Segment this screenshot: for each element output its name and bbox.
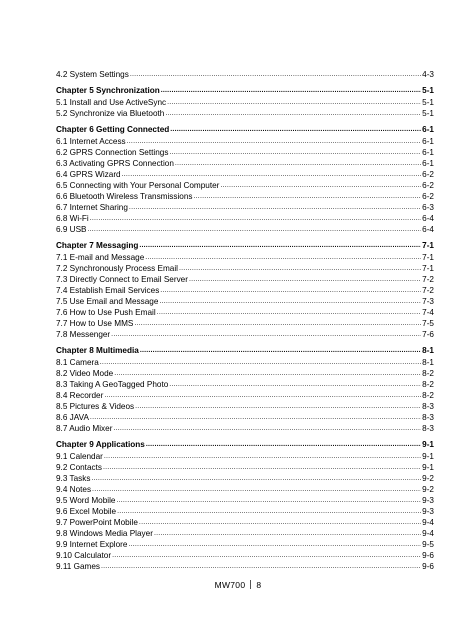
toc-leader-dots <box>170 124 421 136</box>
toc-entry-page: 8-2 <box>422 380 434 389</box>
toc-entry-page: 7-2 <box>422 275 434 284</box>
toc-entry[interactable] <box>56 169 434 180</box>
toc-leader-dots <box>104 451 421 462</box>
toc-entry-page: 5-1 <box>422 86 434 95</box>
toc-leader-dots <box>165 108 421 119</box>
footer-model: MW700 <box>214 580 246 590</box>
toc-leader-dots <box>146 439 421 451</box>
toc-leader-dots <box>139 240 421 252</box>
toc-entry-page: 7-1 <box>422 264 434 273</box>
toc-entry-page: 8-3 <box>422 402 434 411</box>
toc-leader-dots <box>128 539 421 550</box>
toc-entry[interactable] <box>56 473 434 484</box>
toc-entry[interactable] <box>56 539 434 550</box>
toc-entry[interactable] <box>56 191 434 202</box>
toc-entry-title: 9.9 Internet Explore <box>56 540 128 549</box>
toc-leader-dots <box>161 85 421 97</box>
toc-entry-page: 8-2 <box>422 369 434 378</box>
toc-leader-dots <box>167 97 421 108</box>
toc-entry-title: Chapter 9 Applications <box>56 440 145 449</box>
toc-entry-title: 9.8 Windows Media Player <box>56 529 153 538</box>
toc-entry-title: Chapter 6 Getting Connected <box>56 125 170 134</box>
toc-entry[interactable] <box>56 274 434 285</box>
toc-leader-dots <box>179 263 421 274</box>
toc-entry-page: 9-1 <box>422 440 434 449</box>
toc-entry[interactable] <box>56 108 434 119</box>
toc-leader-dots <box>111 329 421 340</box>
toc-leader-dots <box>140 345 421 357</box>
toc-entry-page: 6-1 <box>422 148 434 157</box>
toc-leader-dots <box>159 296 421 307</box>
toc-leader-dots <box>101 561 421 572</box>
toc-entry[interactable] <box>56 180 434 191</box>
toc-entry-title: 8.6 JAVA <box>56 413 89 422</box>
toc-entry-title: 7.8 Messenger <box>56 330 111 339</box>
toc-entry-page: 6-3 <box>422 203 434 212</box>
toc-leader-dots <box>154 528 421 539</box>
toc-leader-dots <box>100 357 421 368</box>
toc-leader-dots <box>103 462 421 473</box>
toc-entry-title: 9.11 Games <box>56 562 100 571</box>
toc-entry-page: 6-2 <box>422 181 434 190</box>
toc-leader-dots <box>157 307 421 318</box>
toc-leader-dots <box>169 379 421 390</box>
toc-entry-page: 7-1 <box>422 253 434 262</box>
toc-entry-title: 7.7 How to Use MMS <box>56 319 134 328</box>
toc-entry-page: 5-1 <box>422 98 434 107</box>
toc-entry-page: 9-3 <box>422 496 434 505</box>
toc-entry-title: Chapter 5 Synchronization <box>56 86 160 95</box>
toc-leader-dots <box>90 412 421 423</box>
toc-entry-title: 4.2 System Settings <box>56 70 129 79</box>
toc-entry[interactable] <box>56 307 434 318</box>
toc-entry-page: 9-3 <box>422 507 434 516</box>
toc-leader-dots <box>92 484 421 495</box>
toc-entry-page: 5-1 <box>422 109 434 118</box>
toc-entry-title: 7.2 Synchronously Process Email <box>56 264 178 273</box>
toc-entry-title: 7.4 Establish Email Services <box>56 286 160 295</box>
toc-entry-title: 6.6 Bluetooth Wireless Transmissions <box>56 192 193 201</box>
toc-entry[interactable] <box>56 202 434 213</box>
toc-entry[interactable] <box>56 550 434 561</box>
toc-entry[interactable] <box>56 528 434 539</box>
toc-entry[interactable] <box>56 296 434 307</box>
toc-entry-title: 8.2 Video Mode <box>56 369 114 378</box>
toc-entry-page: 6-4 <box>422 225 434 234</box>
toc-entry[interactable] <box>56 224 434 235</box>
toc-entry-title: 6.2 GPRS Connection Settings <box>56 148 169 157</box>
toc-chapter-entry[interactable] <box>56 345 434 357</box>
toc-leader-dots <box>139 517 421 528</box>
toc-entry[interactable] <box>56 318 434 329</box>
toc-entry-page: 9-6 <box>422 551 434 560</box>
toc-entry-title: 7.5 Use Email and Message <box>56 297 159 306</box>
toc-entry-title: 7.3 Directly Connect to Email Server <box>56 275 188 284</box>
toc-leader-dots <box>129 202 421 213</box>
toc-entry-title: 9.5 Word Mobile <box>56 496 116 505</box>
toc-entry-page: 7-2 <box>422 286 434 295</box>
toc-entry-title: 9.10 Calculator <box>56 551 112 560</box>
toc-entry-title: 8.1 Camera <box>56 358 99 367</box>
toc-entry[interactable] <box>56 401 434 412</box>
footer-page-number: 8 <box>256 580 262 590</box>
toc-entry-title: 7.1 E-mail and Message <box>56 253 145 262</box>
toc-entry-title: 9.1 Calendar <box>56 452 103 461</box>
toc-entry-title: 8.7 Audio Mixer <box>56 424 113 433</box>
toc-entry[interactable] <box>56 136 434 147</box>
toc-leader-dots <box>134 318 421 329</box>
toc-entry-page: 9-2 <box>422 485 434 494</box>
toc-leader-dots <box>90 213 421 224</box>
toc-entry-page: 9-1 <box>422 452 434 461</box>
toc-entry[interactable] <box>56 517 434 528</box>
page-footer <box>0 580 476 590</box>
table-of-contents <box>56 69 434 572</box>
toc-chapter-entry[interactable] <box>56 124 434 136</box>
toc-entry-page: 9-4 <box>422 518 434 527</box>
toc-entry-page: 7-6 <box>422 330 434 339</box>
toc-entry[interactable] <box>56 412 434 423</box>
toc-entry[interactable] <box>56 357 434 368</box>
toc-entry[interactable] <box>56 147 434 158</box>
toc-entry[interactable] <box>56 97 434 108</box>
toc-leader-dots <box>194 191 422 202</box>
toc-entry-title: 6.4 GPRS Wizard <box>56 170 121 179</box>
toc-leader-dots <box>175 158 421 169</box>
toc-entry[interactable] <box>56 484 434 495</box>
toc-leader-dots <box>122 169 422 180</box>
toc-entry[interactable] <box>56 252 434 263</box>
toc-entry-title: 7.6 How to Use Push Email <box>56 308 156 317</box>
toc-leader-dots <box>130 69 421 80</box>
toc-entry-page: 8-2 <box>422 391 434 400</box>
toc-leader-dots <box>169 147 421 158</box>
toc-entry-page: 8-1 <box>422 358 434 367</box>
toc-entry-page: 9-6 <box>422 562 434 571</box>
toc-entry-page: 6-1 <box>422 159 434 168</box>
toc-entry[interactable] <box>56 329 434 340</box>
toc-chapter-entry[interactable] <box>56 439 434 451</box>
toc-entry-title: 6.1 Internet Access <box>56 137 126 146</box>
toc-entry-title: 9.6 Excel Mobile <box>56 507 117 516</box>
toc-entry[interactable] <box>56 368 434 379</box>
toc-leader-dots <box>114 368 421 379</box>
toc-entry-page: 6-2 <box>422 192 434 201</box>
footer-separator <box>250 580 251 589</box>
toc-entry-page: 8-1 <box>422 346 434 355</box>
toc-entry-title: Chapter 8 Multimedia <box>56 346 139 355</box>
toc-entry[interactable] <box>56 495 434 506</box>
toc-entry-title: 6.8 Wi-Fi <box>56 214 89 223</box>
toc-entry-title: 9.4 Notes <box>56 485 92 494</box>
toc-entry[interactable] <box>56 379 434 390</box>
toc-entry-title: 9.2 Contacts <box>56 463 102 472</box>
toc-entry[interactable] <box>56 158 434 169</box>
toc-entry-title: 9.3 Tasks <box>56 474 91 483</box>
toc-entry[interactable] <box>56 213 434 224</box>
toc-entry-page: 9-2 <box>422 474 434 483</box>
toc-entry-title: 6.9 USB <box>56 225 87 234</box>
toc-entry-title: Chapter 7 Messaging <box>56 241 139 250</box>
toc-entry-page: 9-1 <box>422 463 434 472</box>
toc-entry-title: 8.3 Taking A GeoTagged Photo <box>56 380 169 389</box>
toc-entry-title: 9.7 PowerPoint Mobile <box>56 518 138 527</box>
toc-entry-title: 5.1 Install and Use ActiveSync <box>56 98 167 107</box>
toc-entry-page: 6-4 <box>422 214 434 223</box>
toc-entry-page: 7-1 <box>422 241 434 250</box>
toc-leader-dots <box>113 423 421 434</box>
toc-entry-title: 6.3 Activating GPRS Connection <box>56 159 174 168</box>
toc-leader-dots <box>91 473 421 484</box>
toc-entry-page: 9-5 <box>422 540 434 549</box>
toc-leader-dots <box>112 550 421 561</box>
toc-entry[interactable] <box>56 506 434 517</box>
toc-entry-title: 6.7 Internet Sharing <box>56 203 128 212</box>
toc-entry-page: 7-3 <box>422 297 434 306</box>
toc-entry[interactable] <box>56 462 434 473</box>
toc-leader-dots <box>160 285 421 296</box>
toc-entry-page: 4-3 <box>422 70 434 79</box>
toc-entry-title: 6.5 Connecting with Your Personal Computer <box>56 181 220 190</box>
toc-entry-title: 8.4 Recorder <box>56 391 104 400</box>
toc-leader-dots <box>117 506 421 517</box>
toc-chapter-entry[interactable] <box>56 85 434 97</box>
toc-entry[interactable] <box>56 423 434 434</box>
toc-leader-dots <box>135 401 421 412</box>
toc-entry-page: 8-3 <box>422 413 434 422</box>
toc-entry-page: 7-5 <box>422 319 434 328</box>
toc-entry-page: 6-2 <box>422 170 434 179</box>
toc-entry[interactable] <box>56 451 434 462</box>
toc-entry[interactable] <box>56 390 434 401</box>
toc-leader-dots <box>145 252 421 263</box>
toc-entry-page: 9-4 <box>422 529 434 538</box>
toc-entry-page: 8-3 <box>422 424 434 433</box>
toc-leader-dots <box>116 495 421 506</box>
toc-entry-page: 7-4 <box>422 308 434 317</box>
toc-entry-page: 6-1 <box>422 137 434 146</box>
toc-chapter-entry[interactable] <box>56 240 434 252</box>
toc-leader-dots <box>88 224 422 235</box>
toc-entry-page: 6-1 <box>422 125 434 134</box>
toc-leader-dots <box>127 136 422 147</box>
toc-entry[interactable] <box>56 285 434 296</box>
toc-entry-title: 5.2 Synchronize via Bluetooth <box>56 109 165 118</box>
toc-leader-dots <box>189 274 421 285</box>
toc-entry-title: 8.5 Pictures & Videos <box>56 402 135 411</box>
toc-entry[interactable] <box>56 263 434 274</box>
toc-leader-dots <box>220 180 421 191</box>
toc-entry[interactable] <box>56 561 434 572</box>
toc-leader-dots <box>104 390 421 401</box>
toc-entry[interactable] <box>56 69 434 80</box>
